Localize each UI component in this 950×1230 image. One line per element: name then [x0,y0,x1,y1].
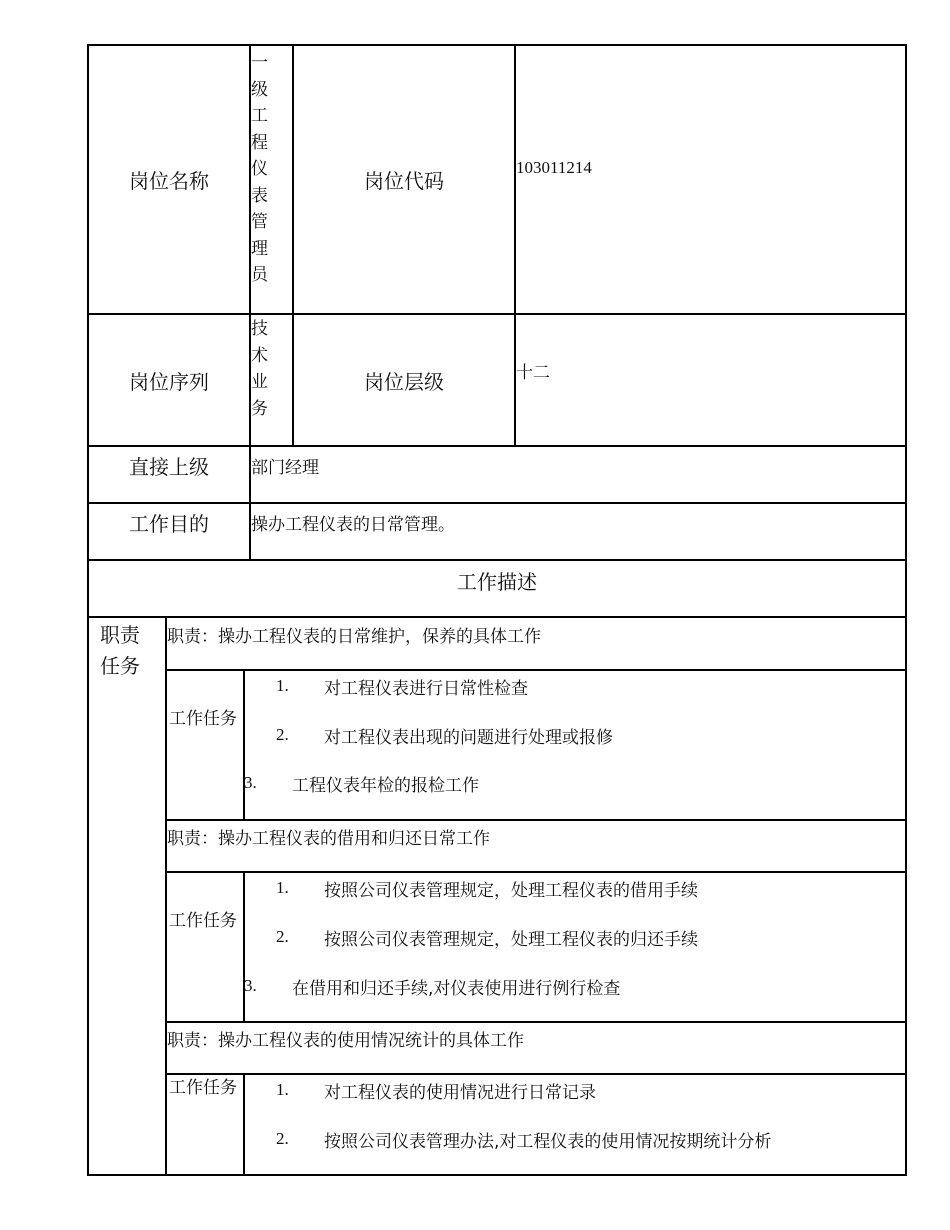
post-code-value: 103011214 [516,158,592,177]
table-border-bottom [87,1174,907,1176]
post-sequence-label: 岗位序列 [129,369,209,394]
task-number: 2. [276,1129,289,1148]
post-name-label: 岗位名称 [129,169,209,193]
post-level-label: 岗位层级 [364,369,444,394]
task-text: 对工程仪表进行日常性检查 [324,679,528,699]
post-level-value: 十二 [516,363,550,383]
row-divider [165,871,907,873]
task-number: 1. [276,878,289,897]
row-divider [87,502,907,504]
duty-title: 职责：操办工程仪表的借用和归还日常工作 [167,829,490,849]
task-number: 1. [276,1080,289,1099]
row-divider [87,559,907,561]
task-label: 工作任务 [169,709,237,729]
row-divider [87,616,907,618]
task-label: 工作任务 [169,911,237,931]
task-label: 工作任务 [169,1078,237,1098]
description-title: 工作描述 [457,570,537,594]
row-divider [165,1021,907,1023]
duty-title: 职责：操办工程仪表的使用情况统计的具体工作 [167,1031,524,1051]
task-text: 对工程仪表出现的问题进行处理或报修 [324,728,613,748]
col-divider [243,871,245,1023]
task-number: 3. [244,773,257,792]
col-divider [514,44,516,447]
duties-side-label: 职责任务 [100,623,140,678]
table-border-right [905,44,907,1176]
task-text: 按照公司仪表管理规定，处理工程仪表的归还手续 [324,930,698,950]
task-number: 2. [276,725,289,744]
purpose-label: 工作目的 [129,512,209,536]
task-number: 1. [276,676,289,695]
task-number: 3. [244,976,257,995]
row-divider [87,445,907,447]
superior-value: 部门经理 [251,458,319,478]
purpose-value: 操办工程仪表的日常管理。 [251,515,455,535]
task-text: 工程仪表年检的报检工作 [292,776,479,796]
task-number: 2. [276,927,289,946]
post-sequence-value: 技术业务 [251,319,268,419]
row-divider [165,669,907,671]
row-divider [165,1073,907,1075]
superior-label: 直接上级 [129,455,209,479]
col-divider [243,1073,245,1176]
duty-title: 职责：操办工程仪表的日常维护，保养的具体工作 [167,627,541,647]
row-divider [165,819,907,821]
col-divider [243,669,245,821]
post-name-value: 一级工程仪表管理员 [251,53,268,285]
post-code-label: 岗位代码 [364,169,444,193]
task-text: 按照公司仪表管理办法,对工程仪表的使用情况按期统计分析 [324,1132,772,1152]
task-text: 按照公司仪表管理规定，处理工程仪表的借用手续 [324,881,698,901]
task-text: 在借用和归还手续,对仪表使用进行例行检查 [292,979,621,999]
task-text: 对工程仪表的使用情况进行日常记录 [324,1083,596,1103]
